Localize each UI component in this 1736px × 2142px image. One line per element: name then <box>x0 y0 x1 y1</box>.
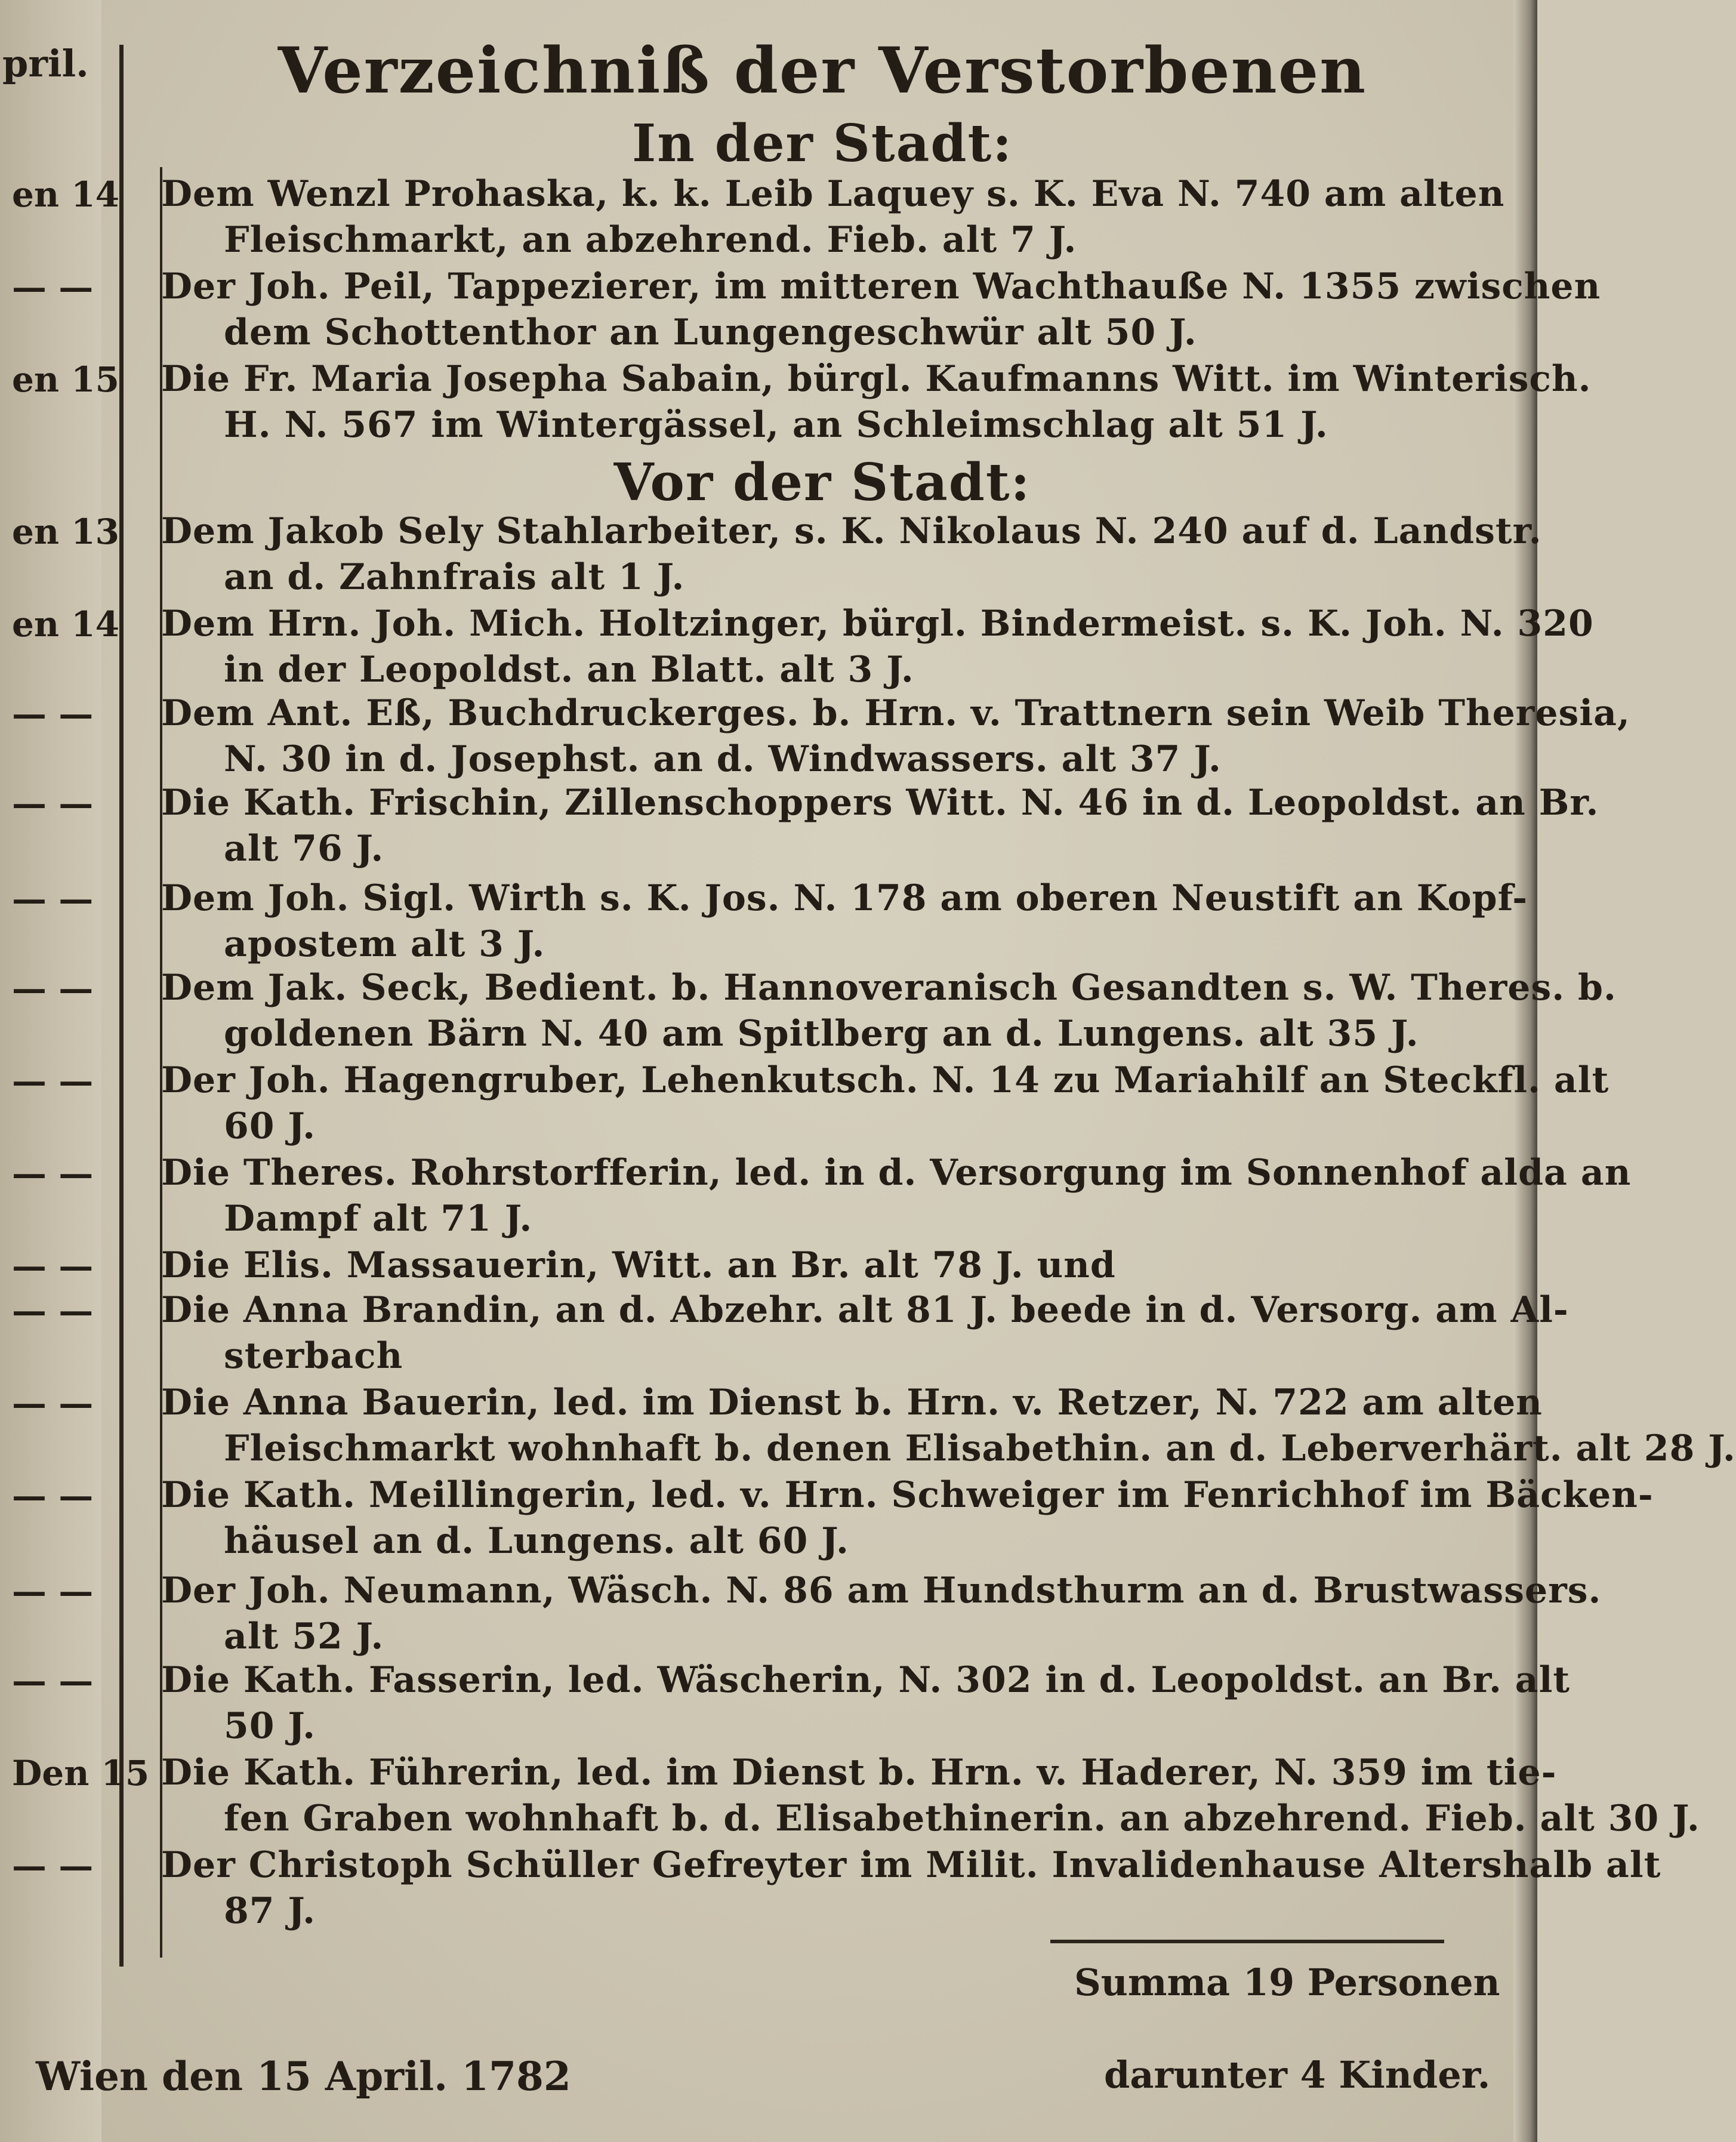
entry-line: Der Joh. Hagengruber, Lehenkutsch. N. 14 zu Mariahilf an Steckfl. alt <box>161 1059 1609 1101</box>
entry-line: Dem Jakob Sely Stahlarbeiter, s. K. Nikolaus N. 240 auf d. Landstr. <box>161 510 1542 552</box>
entry-line: Die Theres. Rohrstorfferin, led. in d. Versorgung im Sonnenhof alda an <box>161 1152 1632 1194</box>
entry-line: Die Elis. Massauerin, Witt. an Br. alt 78 J. und <box>161 1244 1116 1286</box>
entry-line: Der Joh. Peil, Tappezierer, im mitteren Wachthauße N. 1355 zwischen <box>161 266 1601 307</box>
entry-line: Die Kath. Führerin, led. im Dienst b. Hrn. v. Haderer, N. 359 im tie- <box>161 1752 1557 1793</box>
date-marker: — — <box>12 1845 94 1886</box>
entry-line: Die Anna Bauerin, led. im Dienst b. Hrn. v. Retzer, N. 722 am alten <box>161 1382 1543 1423</box>
date-marker: — — <box>12 783 94 824</box>
entry-line: dem Schottenthor an Lungengeschwür alt 50 J. <box>224 312 1197 353</box>
entry-line: Die Kath. Frischin, Zillenschoppers Witt. N. 46 in d. Leopoldst. an Br. <box>161 782 1599 824</box>
left-margin-header: pril. <box>2 42 89 85</box>
date-marker: en 13 <box>12 511 119 552</box>
entry-line: apostem alt 3 J. <box>224 923 545 965</box>
date-marker: Den 15 <box>12 1753 150 1793</box>
entry-line: Fleischmarkt wohnhaft b. denen Elisabethin. an d. Leberverhärt. alt 28 J. <box>224 1428 1736 1469</box>
entry-line: H. N. 567 im Wintergässel, an Schleimschlag alt 51 J. <box>224 404 1328 446</box>
entry-line: an d. Zahnfrais alt 1 J. <box>224 556 685 598</box>
entry-line: alt 52 J. <box>224 1616 384 1657</box>
entry-line: 60 J. <box>224 1105 316 1147</box>
date-marker: — — <box>12 968 94 1009</box>
entry-line: Dem Hrn. Joh. Mich. Holtzinger, bürgl. Bindermeist. s. K. Joh. N. 320 <box>161 603 1594 645</box>
date-marker: — — <box>12 1290 94 1331</box>
entry-line: 50 J. <box>224 1705 316 1747</box>
date-marker: — — <box>12 1475 94 1516</box>
entry-line: Dem Ant. Eß, Buchdruckerges. b. Hrn. v. Trattnern sein Weib Theresia, <box>161 692 1630 734</box>
entry-line: häusel an d. Lungens. alt 60 J. <box>224 1520 849 1562</box>
date-marker: — — <box>12 694 94 734</box>
date-marker: — — <box>12 1061 94 1101</box>
entry-line: fen Graben wohnhaft b. d. Elisabethinerin. an abzehrend. Fieb. alt 30 J. <box>224 1798 1700 1839</box>
entry-line: N. 30 in d. Josephst. an d. Windwassers. alt 37 J. <box>224 738 1222 780</box>
section-heading-suburbs: Vor der Stadt: <box>613 452 1031 513</box>
date-marker: — — <box>12 1571 94 1611</box>
place-date: Wien den 15 April. 1782 <box>36 2053 571 2100</box>
entry-line: alt 76 J. <box>224 828 384 870</box>
entry-line: sterbach <box>224 1335 403 1377</box>
entry-line: Der Christoph Schüller Gefreyter im Milit. Invalidenhause Altershalb alt <box>161 1844 1661 1886</box>
entry-line: Die Fr. Maria Josepha Sabain, bürgl. Kaufmanns Witt. im Winterisch. <box>161 358 1592 400</box>
document-title: Verzeichniß der Verstorbenen <box>277 33 1367 107</box>
date-marker: — — <box>12 267 94 307</box>
entry-line: Der Joh. Neumann, Wäsch. N. 86 am Hundsthurm an d. Brustwassers. <box>161 1570 1602 1611</box>
date-marker: — — <box>12 1246 94 1286</box>
entry-line: 87 J. <box>224 1890 316 1932</box>
entry-line: Die Anna Brandin, an d. Abzehr. alt 81 J. beede in d. Versorg. am Al- <box>161 1289 1569 1331</box>
entry-line: Die Kath. Fasserin, led. Wäscherin, N. 302 in d. Leopoldst. an Br. alt <box>161 1659 1571 1701</box>
date-marker: en 14 <box>12 604 119 645</box>
entry-line: Dem Wenzl Prohaska, k. k. Leib Laquey s. K. Eva N. 740 am alten <box>161 173 1505 215</box>
entry-line: Dem Joh. Sigl. Wirth s. K. Jos. N. 178 am oberen Neustift an Kopf- <box>161 877 1528 919</box>
date-marker: — — <box>12 879 94 919</box>
total-count: Summa 19 Personen <box>1074 1961 1500 2004</box>
summary-rule <box>1050 1940 1444 1943</box>
section-heading-city: In der Stadt: <box>632 113 1013 174</box>
entry-line: Fleischmarkt, an abzehrend. Fieb. alt 7 J. <box>224 219 1077 261</box>
entry-line: in der Leopoldst. an Blatt. alt 3 J. <box>224 649 914 691</box>
date-marker: — — <box>12 1383 94 1423</box>
entry-line: Dampf alt 71 J. <box>224 1198 533 1240</box>
entry-line: Dem Jak. Seck, Bedient. b. Hannoveranisch Gesandten s. W. Theres. b. <box>161 967 1617 1009</box>
children-count: darunter 4 Kinder. <box>1104 2053 1491 2097</box>
date-marker: en 14 <box>12 174 119 215</box>
date-marker: en 15 <box>12 359 119 400</box>
column-rule-left <box>119 45 124 1967</box>
date-marker: — — <box>12 1660 94 1701</box>
entry-line: goldenen Bärn N. 40 am Spitlberg an d. Lungens. alt 35 J. <box>224 1013 1419 1055</box>
entry-line: Die Kath. Meillingerin, led. v. Hrn. Schweiger im Fenrichhof im Bäcken- <box>161 1474 1654 1516</box>
date-marker: — — <box>12 1153 94 1194</box>
